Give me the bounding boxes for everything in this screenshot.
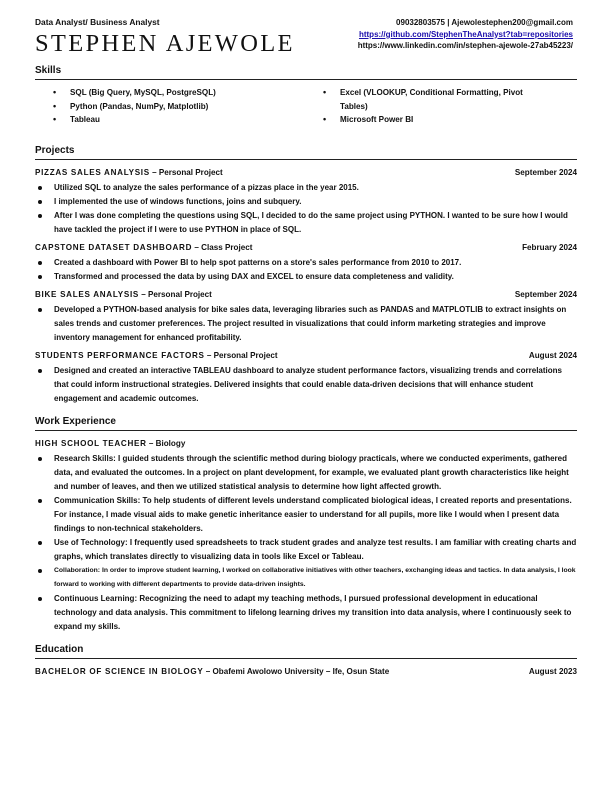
education-heading: Education bbox=[35, 644, 577, 659]
project-header bbox=[35, 166, 577, 180]
project-title: CAPSTONE DATASET DASHBOARD bbox=[35, 242, 193, 252]
skill-item: • Microsoft Power BI bbox=[323, 113, 541, 127]
linkedin-url: https://www.linkedin.com/in/stephen-ajewole-27ab45223/ bbox=[357, 41, 573, 50]
project-date: September 2024 bbox=[514, 167, 577, 177]
degree-title: BACHELOR OF SCIENCE IN BIOLOGY bbox=[35, 666, 204, 676]
skills-heading: Skills bbox=[35, 65, 577, 80]
bullet-item: Designed and created an interactive TABLEAU dashboard to analyze student performance factors, visualizing trends and correlations that could inform instructional strategies. Delivered insights that could enable data-driven decisions that will enhance student engagement and academic outcomes. bbox=[35, 364, 577, 406]
phone-email: 09032803575 | Ajewolestephen200@gmail.com bbox=[396, 18, 573, 27]
bullet-item: Communication Skills: To help students of different levels understand complicated biological ideas, I created reports and presentations. For instance, I made visual aids to make genetic inheritance easier to understand for all pupils, more like I would when I present data findings to non-technical stakeholders. bbox=[35, 494, 577, 536]
candidate-name: STEPHEN AJEWOLE bbox=[35, 30, 295, 57]
graduation-date: August 2023 bbox=[528, 666, 577, 676]
resume-page bbox=[35, 17, 577, 680]
job-title: HIGH SCHOOL TEACHER bbox=[35, 438, 147, 448]
work-bullets bbox=[35, 452, 577, 634]
bullet-item: Use of Technology: I frequently used spreadsheets to track student grades and analyze test results. I am familiar with creating charts and graphs, which translates directly to visualizing data in tools like Excel or Tableau. bbox=[35, 536, 577, 564]
project-bullets bbox=[35, 256, 577, 284]
work-heading: Work Experience bbox=[35, 416, 577, 431]
project-header bbox=[35, 241, 577, 255]
job-subject: – Biology bbox=[148, 438, 186, 448]
bullet-item: Research Skills: I guided students through the scientific method during biology practicals, where we conducted experiments, gathered data, and evaluated the outcomes. In a project on plant development, for example, we evaluated plant growth characteristics like height and number of leaves, and then we utilized statistical analysis to determine how light affected growth. bbox=[35, 452, 577, 494]
contact-block bbox=[358, 17, 573, 52]
project-date: September 2024 bbox=[514, 289, 577, 299]
bullet-item: I implemented the use of windows functions, joins and subquery. bbox=[35, 195, 577, 209]
project-type: – Personal Project bbox=[141, 289, 212, 299]
bullet-item: Continuous Learning: Recognizing the need to adapt my teaching methods, I pursued professional development in educational technology and data analysis. This commitment to lifelong learning drives my transition into data analysis, where I continuously seek to expand my skills. bbox=[35, 592, 577, 634]
skill-item: • Tableau bbox=[53, 113, 323, 127]
project-title: BIKE SALES ANALYSIS bbox=[35, 289, 139, 299]
skills-list bbox=[35, 86, 577, 127]
skill-item: • SQL (Big Query, MySQL, PostgreSQL) bbox=[53, 86, 323, 100]
bullet-item: Transformed and processed the data by using DAX and EXCEL to ensure data completeness and validity. bbox=[35, 270, 577, 284]
job-role: Data Analyst/ Business Analyst bbox=[35, 17, 160, 27]
project-title: PIZZAS SALES ANALYSIS bbox=[35, 167, 150, 177]
education-entry bbox=[35, 665, 577, 679]
project-title: STUDENTS PERFORMANCE FACTORS bbox=[35, 350, 205, 360]
project-header bbox=[35, 288, 577, 302]
github-link[interactable]: https://github.com/StephenTheAnalyst?tab=repositories bbox=[358, 29, 573, 39]
bullet-item: After I was done completing the questions using SQL, I decided to do the same project using PYTHON. I wanted to be sure how I would have tackled the project if I were to use PYTHON in place of SQL. bbox=[35, 209, 577, 237]
projects-heading: Projects bbox=[35, 145, 577, 160]
job-header bbox=[35, 437, 577, 451]
project-date: August 2024 bbox=[528, 350, 577, 360]
institution: – Obafemi Awolowo University – Ife, Osun State bbox=[205, 666, 390, 676]
bullet-item: Developed a PYTHON-based analysis for bike sales data, leveraging libraries such as PANDAS and MATPLOTLIB to extract insights on sales trends and customer preferences. The project resulted in visualizations that could inform marketing strategies and improve inventory management for enhanced profitability. bbox=[35, 303, 577, 345]
project-type: – Class Project bbox=[194, 242, 253, 252]
bullet-item: Collaboration: In order to improve student learning, I worked on collaborative initiatives with other teachers, exchanging ideas and tactics. In data analysis, I look forward to working with different departments to provide data-driven insights. bbox=[35, 564, 577, 592]
project-type: – Personal Project bbox=[206, 350, 278, 360]
resume-header bbox=[35, 17, 577, 65]
bullet-item: Created a dashboard with Power BI to help spot patterns on a store's sales performance from 2010 to 2017. bbox=[35, 256, 577, 270]
project-date: February 2024 bbox=[522, 242, 577, 252]
project-header bbox=[35, 349, 577, 363]
bullet-item: Utilized SQL to analyze the sales performance of a pizzas place in the year 2015. bbox=[35, 181, 577, 195]
project-bullets bbox=[35, 181, 577, 237]
project-bullets bbox=[35, 364, 577, 406]
skill-item: • Python (Pandas, NumPy, Matplotlib) bbox=[53, 100, 323, 114]
project-bullets bbox=[35, 303, 577, 345]
skill-item: • Excel (VLOOKUP, Conditional Formatting, Pivot Tables) bbox=[323, 86, 541, 113]
project-type: – Personal Project bbox=[152, 167, 223, 177]
